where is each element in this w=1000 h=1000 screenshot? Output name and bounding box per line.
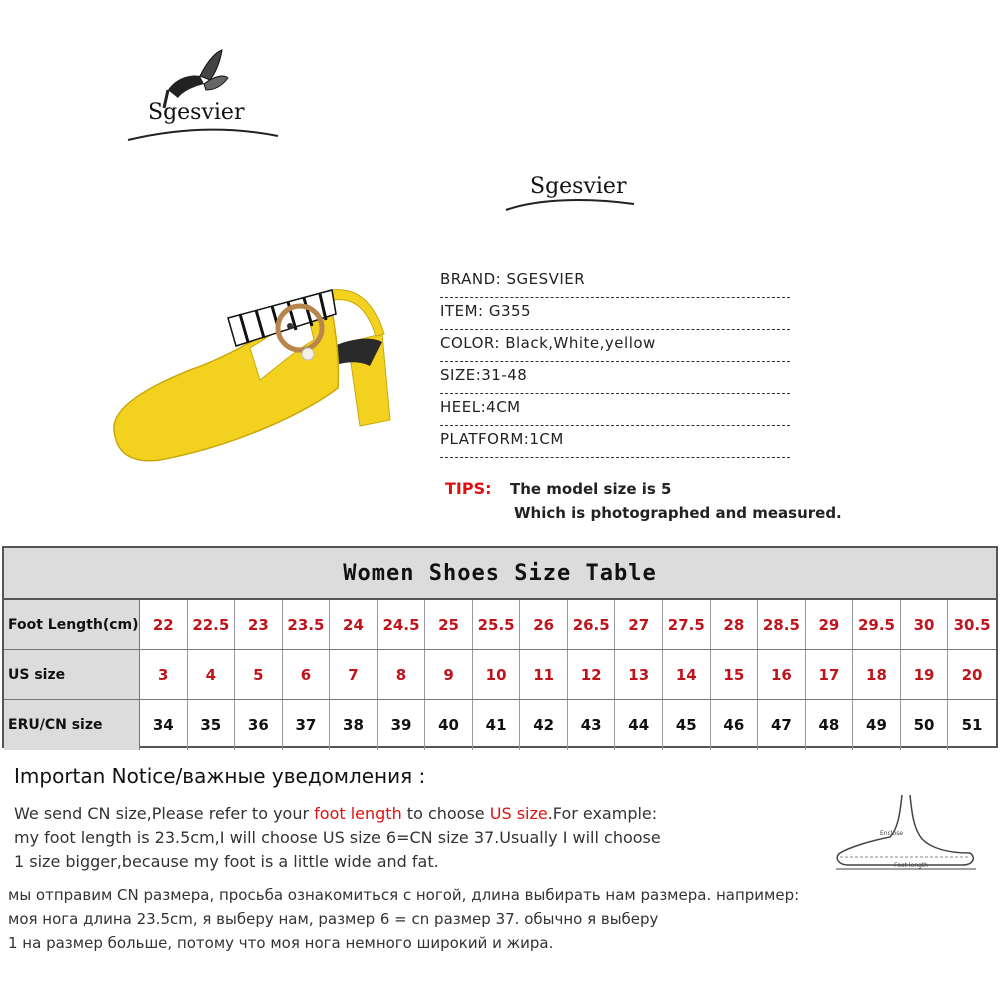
table-cell: 43 — [568, 700, 616, 750]
table-cell: 39 — [378, 700, 426, 750]
table-cell: 22.5 — [188, 600, 236, 649]
size-table — [2, 546, 998, 748]
table-cell: 4 — [188, 650, 236, 699]
notice-text: We send CN size,Please refer to your — [14, 804, 315, 823]
table-cell: 5 — [235, 650, 283, 699]
brand-logo — [118, 40, 288, 150]
foot-measure-diagram — [830, 795, 980, 875]
table-cell: 35 — [188, 700, 236, 750]
table-cell: 10 — [473, 650, 521, 699]
foot-outline-icon — [830, 795, 980, 875]
table-row — [4, 600, 996, 650]
notice-en-line-1 — [14, 804, 657, 823]
brand-logo-text: Sgesvier — [148, 100, 245, 125]
table-cell: 15 — [711, 650, 759, 699]
foot-length-label: Foot length — [894, 862, 928, 869]
table-cell: 30.5 — [953, 615, 991, 634]
shoe-illustration — [100, 270, 420, 480]
table-cell: 11 — [520, 650, 568, 699]
brand-logo-small — [500, 168, 640, 218]
table-cell: 34 — [140, 700, 188, 750]
table-cell: 7 — [330, 650, 378, 699]
notice-text: .For example: — [547, 804, 658, 823]
table-row — [4, 650, 996, 700]
table-cell: 12 — [568, 650, 616, 699]
table-cell: 27.5 — [663, 600, 711, 649]
table-cell: 22 — [140, 600, 188, 649]
table-cell: 40 — [425, 700, 473, 750]
spec-brand: BRAND: SGESVIER — [440, 266, 790, 298]
table-cell: 28.5 — [758, 600, 806, 649]
notice-ru-line-3: 1 на размер больше, потому что моя нога немного широкий и жира. — [8, 934, 554, 952]
table-cell: 8 — [378, 650, 426, 699]
table-cell: 3 — [140, 650, 188, 699]
notice-en-line-2: my foot length is 23.5cm,I will choose US size 6=CN size 37.Usually I will choose — [14, 828, 661, 847]
table-row-label: Foot Length(cm) — [4, 600, 140, 649]
table-cell: 37 — [283, 700, 331, 750]
brand-logo-small-text: Sgesvier — [530, 174, 627, 199]
table-cell: 26 — [520, 600, 568, 649]
table-row — [4, 700, 996, 750]
table-cell: 17 — [806, 650, 854, 699]
spec-heel: HEEL:4CM — [440, 394, 790, 426]
table-cell: 41 — [473, 700, 521, 750]
table-cell: 50 — [901, 700, 949, 750]
table-cell: 24 — [330, 600, 378, 649]
tips-line-1: The model size is 5 — [510, 480, 672, 498]
notice-text: to choose — [401, 804, 490, 823]
table-cell: 27 — [615, 600, 663, 649]
table-row-label: ERU/CN size — [4, 700, 140, 750]
table-cell: 29 — [806, 600, 854, 649]
table-cell: 24.5 — [378, 600, 426, 649]
size-table-title: Women Shoes Size Table — [4, 548, 996, 600]
table-cell: 13 — [615, 650, 663, 699]
table-cell: 46 — [711, 700, 759, 750]
table-cell: 29.5 — [853, 600, 901, 649]
spec-platform: PLATFORM:1CM — [440, 426, 790, 458]
table-cell: 25.5 — [473, 600, 521, 649]
table-cell: 48 — [806, 700, 854, 750]
table-cell: 36 — [235, 700, 283, 750]
table-cell: 20 — [961, 665, 983, 684]
spec-color: COLOR: Black,White,yellow — [440, 330, 790, 362]
table-cell: 28 — [711, 600, 759, 649]
notice-en-line-3: 1 size bigger,because my foot is a little wide and fat. — [14, 852, 439, 871]
table-cell: 23 — [235, 600, 283, 649]
product-shoe-image — [100, 270, 420, 480]
table-cell: 47 — [758, 700, 806, 750]
table-cell: 44 — [615, 700, 663, 750]
notice-highlight-foot-length: foot length — [314, 804, 402, 823]
table-cell: 49 — [853, 700, 901, 750]
table-cell: 14 — [663, 650, 711, 699]
notice-title: Importan Notice/важные уведомления : — [14, 764, 426, 788]
table-cell: 19 — [901, 650, 949, 699]
tips-line-2: Which is photographed and measured. — [514, 504, 842, 522]
table-row-label: US size — [4, 650, 140, 699]
notice-ru-line-2: моя нога длина 23.5cm, я выберу нам, размер 6 = cn размер 37. обычно я выберу — [8, 910, 659, 928]
table-cell: 51 — [961, 716, 983, 734]
table-cell: 38 — [330, 700, 378, 750]
table-cell: 9 — [425, 650, 473, 699]
table-cell: 18 — [853, 650, 901, 699]
table-cell: 23.5 — [283, 600, 331, 649]
table-cell: 25 — [425, 600, 473, 649]
notice-ru-line-1: мы отправим CN размера, просьба ознакомиться с ногой, длина выбирать нам размера. например: — [8, 886, 800, 904]
table-cell: 16 — [758, 650, 806, 699]
foot-enclose-label: Enclose — [880, 830, 904, 837]
high-heel-butterfly-icon — [118, 40, 288, 150]
tips-label: TIPS: — [445, 479, 492, 498]
table-cell: 26.5 — [568, 600, 616, 649]
table-cell: 45 — [663, 700, 711, 750]
table-cell: 30 — [901, 600, 949, 649]
table-cell: 42 — [520, 700, 568, 750]
spec-size: SIZE:31-48 — [440, 362, 790, 394]
table-cell: 6 — [283, 650, 331, 699]
notice-highlight-us-size: US size — [489, 804, 548, 823]
spec-item: ITEM: G355 — [440, 298, 790, 330]
